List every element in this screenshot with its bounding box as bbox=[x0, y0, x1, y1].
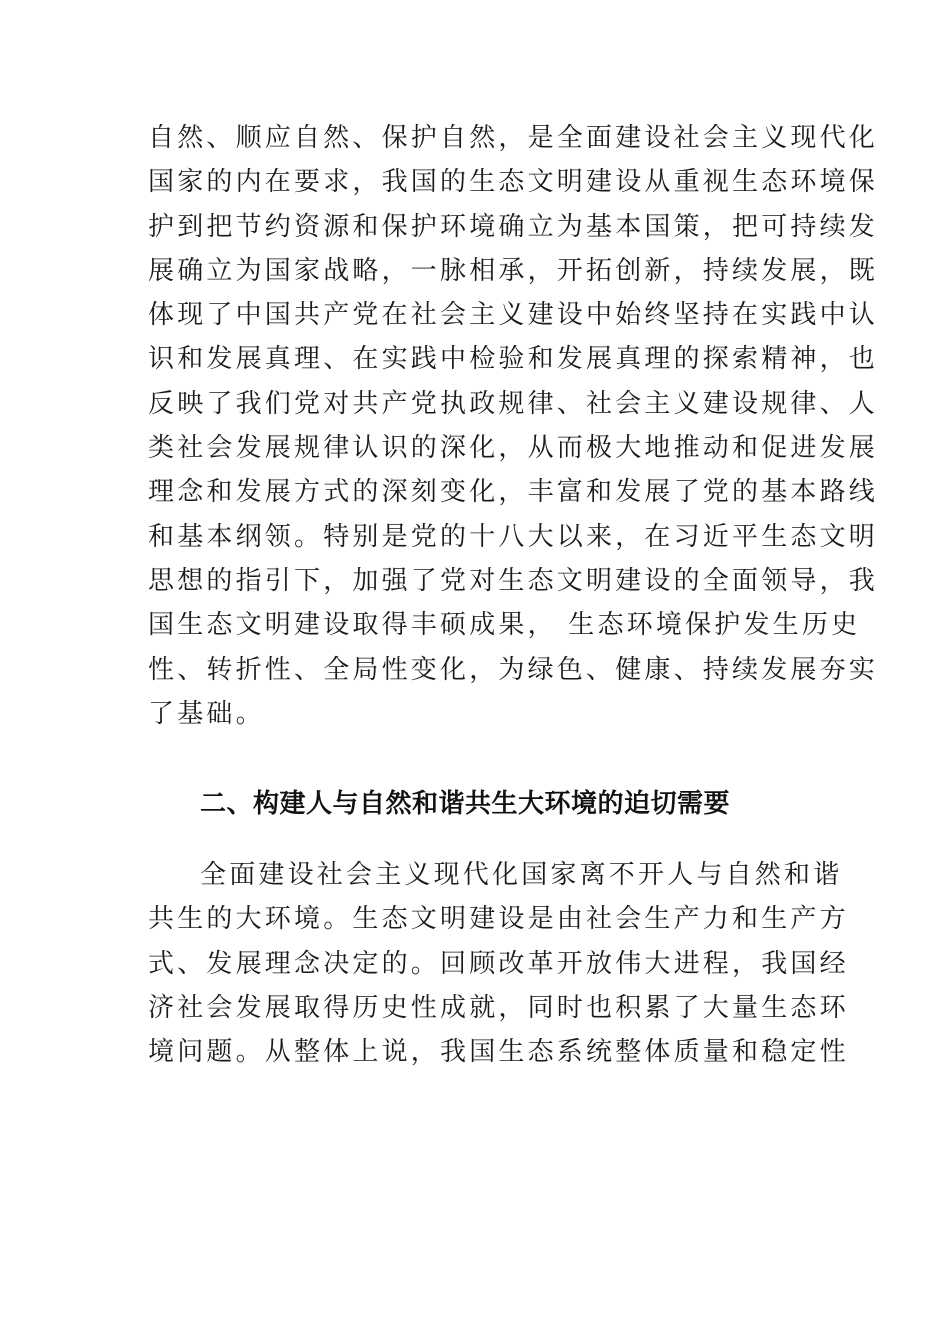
text-line: 和基本纲领。特别是党的十八大以来，在习近平生态文明 bbox=[148, 521, 879, 552]
text-line: 类社会发展规律认识的深化，从而极大地推动和促进发展 bbox=[148, 433, 879, 464]
paragraph-continuation bbox=[148, 116, 879, 736]
text-line: 自然、顺应自然、保护自然，是全面建设社会主义现代化 bbox=[148, 123, 879, 153]
text-line: 护到把节约资源和保护环境确立为基本国策，把可持续发 bbox=[148, 211, 879, 242]
text-line: 了基础。 bbox=[148, 698, 265, 729]
text-line: 理念和发展方式的深刻变化，丰富和发展了党的基本路线 bbox=[148, 477, 879, 508]
text-line: 识和发展真理、在实践中检验和发展真理的探索精神，也 bbox=[148, 344, 879, 375]
text-line: 全面建设社会主义现代化国家离不开人与自然和谐 bbox=[200, 860, 843, 890]
text-line: 式、发展理念决定的。回顾改革开放伟大进程，我国经 bbox=[148, 948, 849, 979]
text-line: 性、转折性、全局性变化，为绿色、健康、持续发展夯实 bbox=[148, 654, 879, 685]
text-line: 体现了中国共产党在社会主义建设中始终坚持在实践中认 bbox=[148, 300, 879, 331]
text-line: 反映了我们党对共产党执政规律、社会主义建设规律、人 bbox=[148, 388, 879, 419]
text-line: 展确立为国家战略，一脉相承，开拓创新，持续发展，既 bbox=[148, 255, 879, 286]
text-line: 济社会发展取得历史性成就，同时也积累了大量生态环 bbox=[148, 992, 849, 1023]
text-line: 思想的指引下，加强了党对生态文明建设的全面领导，我 bbox=[148, 565, 879, 596]
text-line: 国家的内在要求，我国的生态文明建设从重视生态环境保 bbox=[148, 167, 879, 198]
paragraph-section-two bbox=[148, 853, 848, 1074]
text-line: 境问题。从整体上说，我国生态系统整体质量和稳定性 bbox=[148, 1037, 849, 1068]
section-heading: 二、构建人与自然和谐共生大环境的迫切需要 bbox=[200, 789, 731, 819]
text-line: 国生态文明建设取得丰硕成果， 生态环境保护发生历史 bbox=[148, 610, 861, 641]
text-line: 共生的大环境。生态文明建设是由社会生产力和生产方 bbox=[148, 904, 849, 935]
